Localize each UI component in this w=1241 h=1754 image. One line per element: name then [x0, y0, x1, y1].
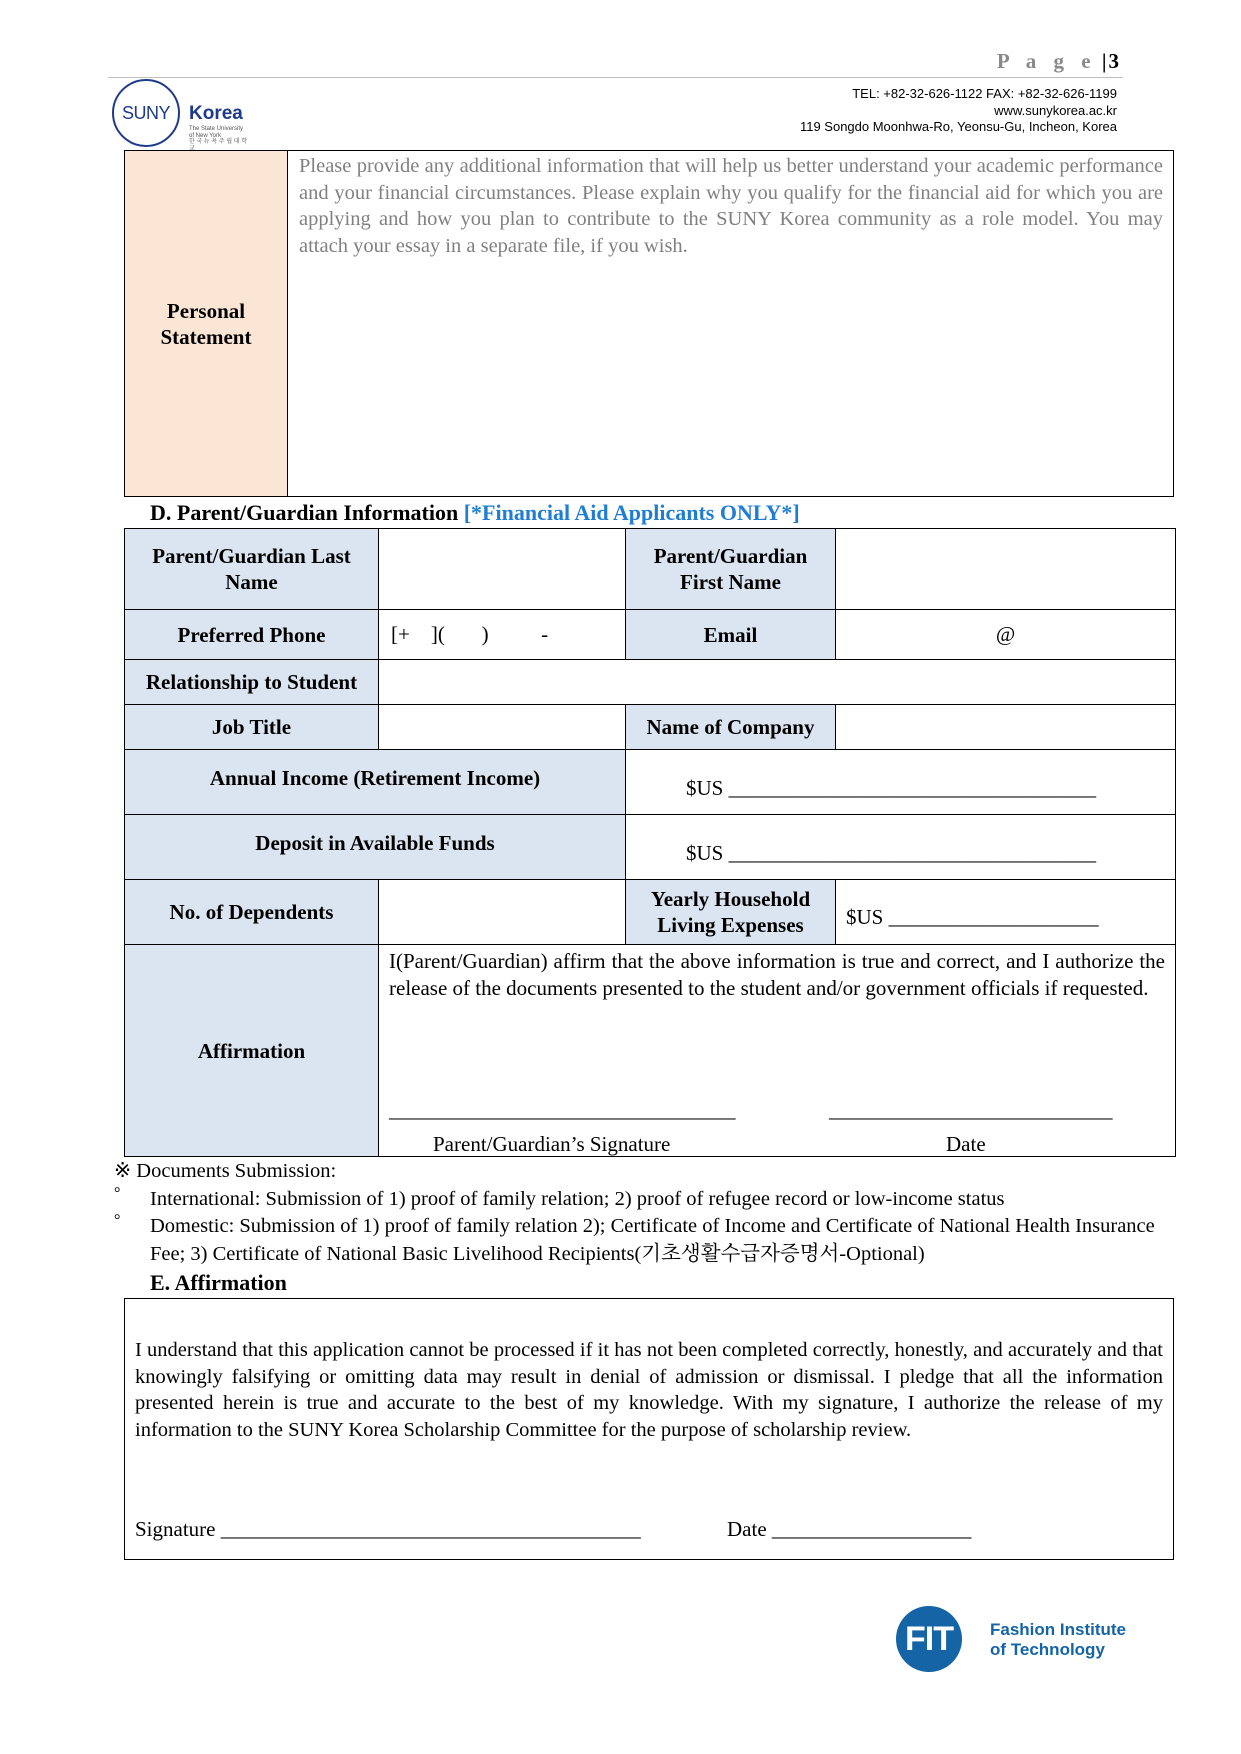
- fit-logo-line-2: of Technology: [990, 1640, 1105, 1659]
- household-label: Yearly Household Living Expenses: [626, 880, 836, 945]
- deposit-field[interactable]: $US ___________________________________: [626, 815, 1176, 880]
- email-field[interactable]: @: [836, 610, 1176, 660]
- table-row: [125, 880, 1176, 945]
- logo-tagline-1: The State University: [189, 126, 244, 132]
- table-row: [125, 610, 1176, 660]
- documents-domestic: Domestic: Submission of 1) proof of family relation 2); Certificate of Income and Certificate of National Health Insurance Fee; 3) Certificate of National Basic Livelihood Recipients(기초생활수급자증명서-Optional): [150, 1215, 1155, 1265]
- suny-logo-text: SUNY: [122, 103, 171, 123]
- section-e-title: E. Affirmation: [150, 1270, 287, 1295]
- personal-statement-box: [124, 150, 1174, 497]
- table-row: [125, 705, 1176, 750]
- page-separator: |: [1101, 49, 1107, 73]
- page-number-value: 3: [1108, 49, 1119, 73]
- parent-affirmation-text: I(Parent/Guardian) affirm that the above information is true and correct, and I authorize the release of the documents presented to the student and/or government officials if requested.: [389, 949, 1165, 1000]
- table-row: [125, 529, 1176, 610]
- fit-logo-name: [990, 1620, 1126, 1660]
- affirmation-label: Affirmation: [125, 945, 379, 1157]
- section-d-title: D. Parent/Guardian Information: [150, 500, 459, 525]
- logo-tagline-2: of New York: [189, 132, 222, 139]
- section-d-note: [*Financial Aid Applicants ONLY*]: [463, 500, 800, 525]
- job-title-field[interactable]: [379, 705, 626, 750]
- phone-label: Preferred Phone: [125, 610, 379, 660]
- logo-tagline: [189, 126, 252, 152]
- suny-korea-logo: [112, 79, 252, 151]
- bullet-icon: °: [114, 1212, 121, 1229]
- table-row: [125, 750, 1176, 815]
- page-label: P a g e: [996, 49, 1097, 73]
- date-line[interactable]: Date ___________________: [727, 1517, 972, 1541]
- table-row: [125, 660, 1176, 705]
- fit-logo-line-1: Fashion Institute: [990, 1620, 1126, 1639]
- parent-date-line[interactable]: ___________________________: [829, 1098, 1113, 1122]
- relationship-label: Relationship to Student: [125, 660, 379, 705]
- fit-logo-mark: FIT: [896, 1606, 962, 1672]
- page-number: [997, 49, 1119, 74]
- korea-logo-text: Korea: [189, 103, 243, 124]
- list-item: [114, 1213, 1170, 1268]
- parent-guardian-table: [124, 528, 1176, 1157]
- bullet-icon: °: [114, 1184, 121, 1202]
- job-title-label: Job Title: [125, 705, 379, 750]
- parent-signature-caption: Parent/Guardian’s Signature: [433, 1132, 671, 1156]
- company-label: Name of Company: [626, 705, 836, 750]
- last-name-field[interactable]: [379, 529, 626, 610]
- dependents-label: No. of Dependents: [125, 880, 379, 945]
- last-name-label: Parent/Guardian Last Name: [125, 529, 379, 610]
- parent-signature-line[interactable]: _________________________________: [389, 1098, 736, 1122]
- fit-logo: [896, 1606, 1146, 1676]
- relationship-field[interactable]: [379, 660, 1176, 705]
- logo-tagline-3: 한 국 뉴 욕 주 립 대 학 교: [189, 139, 248, 152]
- documents-international: International: Submission of 1) proof of family relation; 2) proof of refugee record or low-income status: [150, 1187, 1005, 1210]
- parent-affirmation-cell: [379, 945, 1176, 1157]
- annual-income-label: Annual Income (Retirement Income): [125, 750, 626, 815]
- first-name-field[interactable]: [836, 529, 1176, 610]
- list-item: [114, 1186, 1170, 1214]
- contact-website: www.sunykorea.ac.kr: [994, 102, 1117, 118]
- first-name-label: Parent/Guardian First Name: [626, 529, 836, 610]
- personal-statement-label: Personal Statement: [125, 151, 288, 496]
- contact-phone-fax: TEL: +82-32-626-1122 FAX: +82-32-626-1199: [852, 86, 1117, 101]
- documents-heading: ※ Documents Submission:: [114, 1160, 337, 1182]
- phone-field[interactable]: [+ ]( ) -: [379, 610, 626, 660]
- signature-line[interactable]: Signature ________________________________________: [135, 1517, 641, 1541]
- annual-income-field[interactable]: $US ___________________________________: [626, 750, 1176, 815]
- section-d-heading: [150, 500, 800, 526]
- documents-submission: [114, 1158, 1170, 1268]
- affirmation-text: I understand that this application cannot be processed if it has not been completed correctly, honestly, and accurately and that knowingly falsifying or omitting data may result in denial of admission or dismissal. I pledge that all the information presented herein is true and accurate to the best of my knowledge. With my signature, I authorize the release of my information to the SUNY Korea Scholarship Committee for the purpose of scholarship review.: [135, 1339, 1163, 1441]
- company-field[interactable]: [836, 705, 1176, 750]
- table-row: [125, 815, 1176, 880]
- email-label: Email: [626, 610, 836, 660]
- header-rule: [108, 77, 1123, 78]
- table-row: [125, 945, 1176, 1157]
- contact-info: [800, 86, 1117, 136]
- household-field[interactable]: $US ____________________: [836, 880, 1176, 945]
- deposit-label: Deposit in Available Funds: [125, 815, 626, 880]
- parent-date-caption: Date: [946, 1132, 986, 1156]
- affirmation-box: [124, 1298, 1174, 1560]
- contact-address: 119 Songdo Moonhwa-Ro, Yeonsu-Gu, Incheon, Korea: [799, 119, 1117, 134]
- personal-statement-field[interactable]: Please provide any additional information that will help us better understand your academic performance and your financial circumstances. Please explain why you qualify for the financial aid for which you are applying and how you plan to contribute to the SUNY Korea community as a role model. You may attach your essay in a separate file, if you wish.: [299, 155, 1163, 257]
- dependents-field[interactable]: [379, 880, 626, 945]
